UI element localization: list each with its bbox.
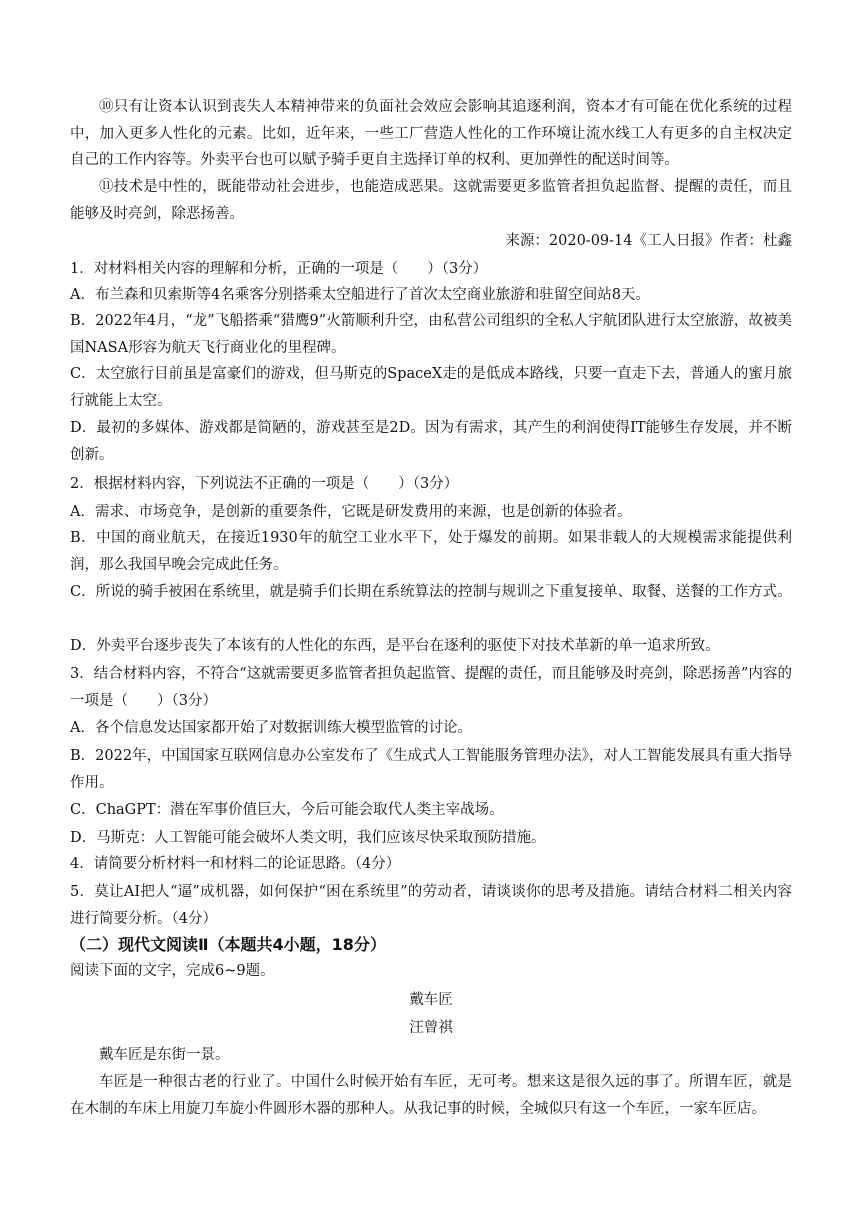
question-1-stem: 1．对材料相关内容的理解和分析，正确的一项是（ ）（3分） bbox=[70, 261, 488, 277]
question-2-option-d: D．外卖平台逐步丧失了本该有的人性化的东西，是平台在逐利的驱使下对技术革新的单一追求所致。 bbox=[70, 638, 720, 654]
article-paragraph-1: 戴车匠是东街一景。 bbox=[99, 1047, 230, 1063]
question-2-option-b: B．中国的商业航天，在接近1930年的航空工业水平下，处于爆发的前期。如果非载人的大规模需求能提供利润，那么我国早晚会完成此任务。 bbox=[70, 530, 792, 573]
question-3-option-d: D．马斯克：人工智能可能会破坏人类文明，我们应该尽快采取预防措施。 bbox=[70, 830, 546, 846]
question-1-option-a: A．布兰森和贝索斯等4名乘客分别搭乘太空船进行了首次太空商业旅游和驻留空间站8天。 bbox=[70, 287, 650, 303]
question-1-option-d: D．最初的多媒体、游戏都是简陋的，游戏甚至是2D。因为有需求，其产生的利润使得IT能够生存发展，并不断创新。 bbox=[70, 420, 792, 463]
section-heading: （二）现代文阅读Ⅱ（本题共4小题，18分） bbox=[70, 935, 386, 954]
source-line: 来源：2020-09-14《工人日报》作者：杜鑫 bbox=[505, 233, 792, 249]
paragraph-11: ⑪技术是中性的，既能带动社会进步，也能造成恶果。这就需要更多监管者担负起监督、提醒的责任，而且能够及时亮剑，除恶扬善。 bbox=[70, 179, 792, 222]
section-instruction: 阅读下面的文字，完成6~9题。 bbox=[70, 963, 275, 979]
question-2-option-a: A．需求、市场竞争，是创新的重要条件，它既是研发费用的来源，也是创新的体验者。 bbox=[70, 504, 632, 520]
question-5-stem: 5．莫让AI把人“逼”成机器，如何保护“困在系统里”的劳动者，请谈谈你的思考及措施。请结合材料二相关内容进行简要分析。（4分） bbox=[70, 884, 792, 927]
question-1-option-c: C．太空旅行目前虽是富豪们的游戏，但马斯克的SpaceX走的是低成本路线，只要一直走下去，普通人的蜜月旅行就能上太空。 bbox=[70, 366, 792, 409]
question-2-stem: 2．根据材料内容，下列说法不正确的一项是（ ）（3分） bbox=[70, 476, 459, 492]
question-1-option-b: B．2022年4月，“龙”飞船搭乘“猎鹰9”火箭顺利升空，由私营公司组织的全私人宇航团队进行太空旅游，故被美国NASA形容为航天飞行商业化的里程碑。 bbox=[70, 313, 792, 356]
question-4-stem: 4．请简要分析材料一和材料二的论证思路。（4分） bbox=[70, 856, 401, 872]
article-title: 戴车匠 bbox=[409, 992, 453, 1008]
question-3-option-b: B．2022年，中国国家互联网信息办公室发布了《生成式人工智能服务管理办法》，对人工智能发展具有重大指导作用。 bbox=[70, 748, 792, 791]
article-paragraph-2: 车匠是一种很古老的行业了。中国什么时候开始有车匠，无可考。想来这是很久远的事了。所谓车匠，就是在木制的车床上用旋刀车旋小件圆形木器的那种人。从我记事的时候，全城似只有这一个车匠，一家车匠店。 bbox=[70, 1074, 792, 1117]
question-3-stem: 3．结合材料内容，不符合“这就需要更多监管者担负起监管、提醒的责任，而且能够及时亮剑，除恶扬善”内容的一项是（ ）（3分） bbox=[70, 666, 792, 709]
paragraph-10: ⑩只有让资本认识到丧失人本精神带来的负面社会效应会影响其追逐利润，资本才有可能在优化系统的过程中，加入更多人性化的元素。比如，近年来，一些工厂营造人性化的工作环境让流水线工人有更多的自主权决定自己的工作内容等。外卖平台也可以赋予骑手更自主选择订单的权利、更加弹性的配送时间等。 bbox=[70, 99, 792, 168]
question-3-option-a: A．各个信息发达国家都开始了对数据训练大模型监管的讨论。 bbox=[70, 720, 472, 736]
question-3-option-c: C．ChaGPT：潜在军事价值巨大，今后可能会取代人类主宰战场。 bbox=[70, 802, 504, 818]
question-2-option-c: C．所说的骑手被困在系统里，就是骑手们长期在系统算法的控制与规训之下重复接单、取餐、送餐的工作方式。 bbox=[70, 584, 792, 600]
article-author: 汪曾祺 bbox=[409, 1020, 453, 1036]
